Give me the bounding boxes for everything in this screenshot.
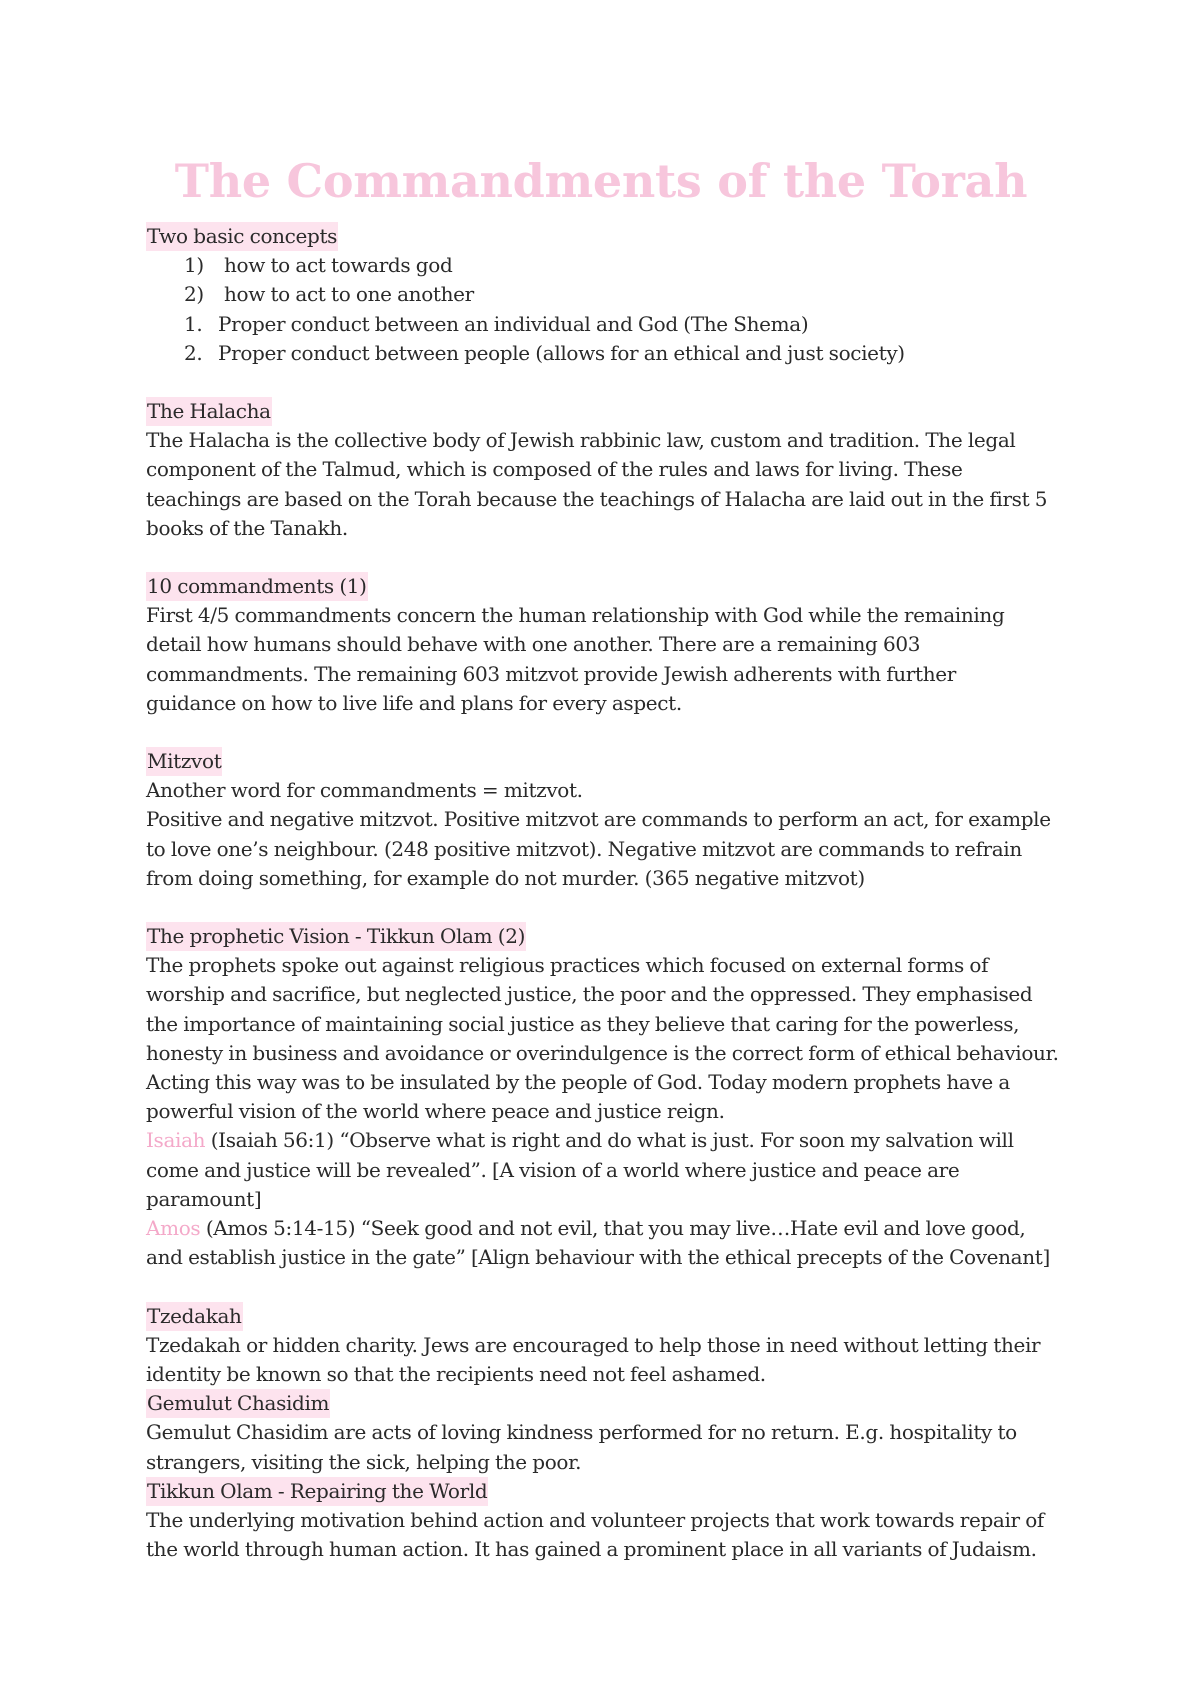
list-item-text: Proper conduct between people (allows for an ethical and just society) — [218, 340, 905, 365]
paragraph-line: from doing something, for example do not murder. (365 negative mitzvot) — [146, 865, 865, 890]
paragraph-line: Acting this way was to be insulated by the people of God. Today modern prophets have a — [146, 1070, 1010, 1095]
section-halacha — [146, 397, 1066, 426]
quote-line — [146, 1126, 1066, 1155]
paragraph-line: Positive and negative mitzvot. Positive mitzvot are commands to perform an act, for example — [146, 807, 1051, 832]
paragraph-line: guidance on how to live life and plans for every aspect. — [146, 690, 682, 715]
list-item-text: Proper conduct between an individual and God (The Shema) — [218, 311, 809, 336]
section-heading-mitzvot: Mitzvot — [146, 747, 222, 776]
list-item-text: how to act to one another — [224, 282, 474, 307]
section-heading-tikkun: Tikkun Olam - Repairing the World — [146, 1477, 488, 1506]
paragraph-line: Tzedakah or hidden charity. Jews are encouraged to help those in need without letting their — [146, 1332, 1041, 1357]
list-item — [146, 339, 1066, 368]
paragraph-line: books of the Tanakh. — [146, 515, 348, 540]
paragraph-line: the importance of maintaining social justice as they believe that caring for the powerless, — [146, 1011, 1020, 1036]
section-ten-commandments — [146, 572, 1066, 601]
list-item — [146, 310, 1066, 339]
paragraph-line: teachings are based on the Torah because the teachings of Halacha are laid out in the first 5 — [146, 486, 1048, 511]
list-item — [146, 251, 1066, 280]
paragraph-line: The Halacha is the collective body of Jewish rabbinic law, custom and tradition. The legal — [146, 428, 1016, 453]
paragraph-line: commandments. The remaining 603 mitzvot provide Jewish adherents with further — [146, 661, 956, 686]
list-number: 2. — [184, 340, 203, 365]
list-number: 1. — [184, 311, 203, 336]
quote-text: (Isaiah 56:1) “Observe what is right and do what is just. For soon my salvation will — [205, 1128, 1014, 1153]
section-heading-gemilut: Gemulut Chasidim — [146, 1389, 330, 1418]
section-prophetic — [146, 922, 1066, 951]
paragraph-line: First 4/5 commandments concern the human relationship with God while the remaining — [146, 603, 1005, 628]
list-number: 1) — [184, 253, 204, 278]
paragraph-line: to love one’s neighbour. (248 positive mitzvot). Negative mitzvot are commands to refrain — [146, 836, 1022, 861]
section-gemilut — [146, 1389, 1066, 1418]
quote-line: and establish justice in the gate” [Align behaviour with the ethical precepts of the Covenant] — [146, 1245, 1050, 1270]
section-intro — [146, 222, 1066, 251]
section-heading-tzedakah: Tzedakah — [146, 1302, 243, 1331]
list-item-text: how to act towards god — [224, 253, 453, 278]
quote-text: (Amos 5:14-15) “Seek good and not evil, that you may live…Hate evil and love good, — [200, 1216, 1026, 1241]
section-tzedakah — [146, 1302, 1066, 1331]
paragraph-line: powerful vision of the world where peace and justice reign. — [146, 1099, 725, 1124]
prophet-name-amos: Amos — [146, 1216, 201, 1241]
paragraph-line: Gemulut Chasidim are acts of loving kindness performed for no return. E.g. hospitality to — [146, 1420, 1017, 1445]
document-page — [146, 150, 1066, 1564]
section-tikkun — [146, 1477, 1066, 1506]
paragraph-line: worship and sacrifice, but neglected justice, the poor and the oppressed. They emphasised — [146, 982, 1033, 1007]
paragraph-line: Another word for commandments = mitzvot. — [146, 778, 583, 803]
paragraph-line: The underlying motivation behind action and volunteer projects that work towards repair of — [146, 1507, 1044, 1532]
paragraph-line: The prophets spoke out against religious practices which focused on external forms of — [146, 953, 989, 978]
quote-line: paramount] — [146, 1186, 262, 1211]
quote-line — [146, 1214, 1066, 1243]
section-heading-halacha: The Halacha — [146, 397, 272, 426]
quote-line: come and justice will be revealed”. [A vision of a world where justice and peace are — [146, 1157, 960, 1182]
list-item — [146, 280, 1066, 309]
paragraph-line: detail how humans should behave with one another. There are a remaining 603 — [146, 632, 921, 657]
paragraph-line: strangers, visiting the sick, helping the poor. — [146, 1449, 582, 1474]
paragraph-line: component of the Talmud, which is composed of the rules and laws for living. These — [146, 457, 963, 482]
paragraph-line: the world through human action. It has gained a prominent place in all variants of Judaism. — [146, 1537, 1037, 1562]
section-mitzvot — [146, 747, 1066, 776]
section-heading-ten-commandments: 10 commandments (1) — [146, 572, 368, 601]
section-heading-intro: Two basic concepts — [146, 222, 338, 251]
prophet-name-isaiah: Isaiah — [146, 1128, 206, 1153]
paragraph-line: honesty in business and avoidance or overindulgence is the correct form of ethical behaviour. — [146, 1040, 1059, 1065]
paragraph-line: identity be known so that the recipients need not feel ashamed. — [146, 1361, 766, 1386]
section-heading-prophetic: The prophetic Vision - Tikkun Olam (2) — [146, 922, 526, 951]
list-number: 2) — [184, 282, 204, 307]
page-title: The Commandments of the Torah — [174, 154, 1028, 208]
